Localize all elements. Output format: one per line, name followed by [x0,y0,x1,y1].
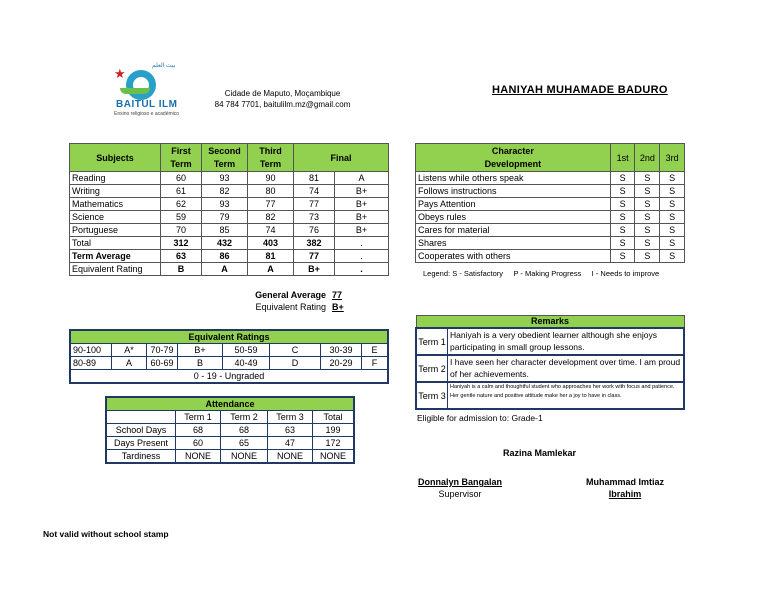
remark-row: Term 3 Haniyah is a calm and thoughtful student who approaches her work with focus and patience. Her gentle nature and positive attitude make her a joy to have in class. [416,382,684,409]
student-name: HANIYAH MUHAMADE BADURO [492,84,668,96]
attendance-header-row: Term 1 Term 2 Term 3 Total [106,411,354,424]
table-row: Days Present 60 65 47 172 [106,437,354,450]
table-row: Reading 60 93 90 81 A [70,172,389,185]
table-row: Mathematics 62 93 77 77 B+ [70,198,389,211]
general-average-block [220,289,344,313]
remark-row: Term 2 I have seen her character development over time. I am proud of her achievements. [416,355,684,382]
table-row: Pays Attention S S S [416,198,685,211]
table-row: Obeys rules S S S [416,211,685,224]
school-address [205,88,360,110]
table-row: Cooperates with others S S S [416,250,685,263]
table-row: Shares S S S [416,237,685,250]
table-row: Tardiness NONE NONE NONE NONE [106,450,354,464]
first-term-header: First Term [161,144,202,172]
table-row: Cares for material S S S [416,224,685,237]
character-legend: Legend: S - Satisfactory P - Making Progress I - Needs to improve [423,269,660,278]
attendance-table [105,396,355,464]
address-line: Cidade de Maputo, Moçambique [224,89,341,98]
logo-school-name: BAITUL ILM [116,99,178,110]
third-term-header: Third Term [248,144,294,172]
table-row: Follows instructions S S S [416,185,685,198]
contact-line: 84 784 7701, baitulilm.mz@gmail.com [214,100,351,109]
remark-row: Term 1 Haniyah is a very obedient learner although she enjoys participating in small group lessons. [416,328,684,355]
principal-signature [580,476,670,500]
supervisor-signature [415,476,505,500]
equivalent-ratings-title: Equivalent Ratings [70,330,388,344]
col-1st: 1st [610,144,635,172]
table-row: Writing 61 82 80 74 B+ [70,185,389,198]
logo-arabic: بيت العلم [152,63,176,69]
table-row-average: Term Average 63 86 81 77 . [70,250,389,263]
table-row: 90-100 A* 70-79 B+ 50-59 C 30-39 E [70,344,388,357]
ungraded-row: 0 - 19 - Ungraded [70,370,388,384]
principal-name-line1: Muhammad Imtiaz [585,477,664,487]
eligible-admission: Eligible for admission to: Grade-1 [417,413,543,423]
attendance-title: Attendance [106,397,354,411]
teacher-name: Razina Mamlekar [503,448,577,458]
subjects-table [69,143,389,276]
supervisor-title: Supervisor [438,489,482,499]
general-average-label: General Average [255,290,326,300]
table-row: 80-89 A 60-69 B 40-49 D 20-29 F [70,357,388,370]
table-row: Portuguese 70 85 74 76 B+ [70,224,389,237]
table-row: School Days 68 68 63 199 [106,424,354,437]
remarks-table [415,315,685,410]
character-header: Character Development [416,144,611,172]
table-row-rating: Equivalent Rating B A A B+ . [70,263,389,276]
footer-note: Not valid without school stamp [43,529,169,539]
supervisor-name: Donnalyn Bangalan [417,477,502,487]
final-header: Final [294,144,389,172]
remarks-title: Remarks [416,316,684,329]
logo-tagline: Ensino religioso e académico [114,111,180,117]
principal-name-line2: Ibrahim [608,489,642,499]
col-2nd: 2nd [635,144,660,172]
school-logo [112,62,184,120]
equivalent-ratings-table [69,329,389,384]
table-row-total: Total 312 432 403 382 . [70,237,389,250]
character-table [415,143,685,263]
table-row: Listens while others speak S S S [416,172,685,185]
second-term-header: Second Term [202,144,248,172]
table-row: Science 59 79 82 73 B+ [70,211,389,224]
general-average-value: 77 [332,290,343,300]
col-3rd: 3rd [660,144,685,172]
subjects-header: Subjects [70,144,161,172]
equivalent-rating-value: B+ [332,302,344,312]
equivalent-rating-label: Equivalent Rating [255,302,326,312]
star-icon: ★ [114,66,126,81]
